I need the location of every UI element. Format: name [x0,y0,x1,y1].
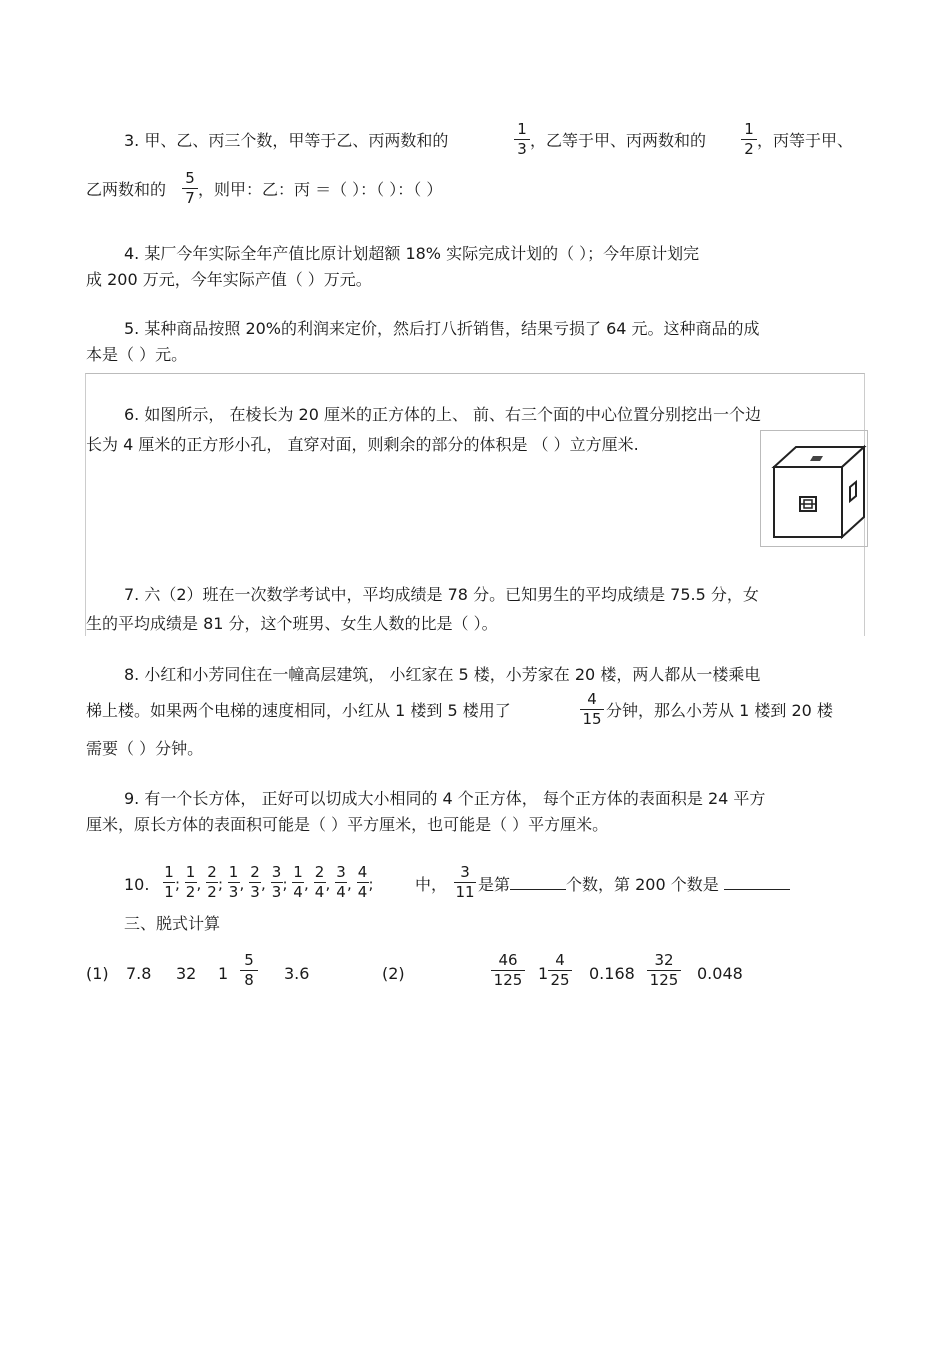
calc2-fraction-1 [491,952,525,989]
q6-line2: 长为 4 厘米的正方形小孔， 直穿对面，则剩余的部分的体积是 （ ）立方厘米. [86,435,639,454]
q10-sequence-separator: , [325,875,331,893]
q3-line1-a: 3. 甲、乙、丙三个数，甲等于乙、丙两数和的 [124,131,449,150]
fraction-denominator: 8 [244,971,254,989]
q7-line2: 生的平均成绩是 81 分，这个班男、女生人数的比是（ ）。 [86,614,498,633]
fraction-denominator: 2 [207,883,217,901]
q10-sequence-fraction [249,864,261,901]
calc1-fraction [240,952,258,989]
fraction-numerator: 4 [587,690,597,708]
q10-sequence-separator: ; [175,875,181,893]
fraction-numerator: 2 [314,863,325,881]
fraction-denominator: 15 [582,710,602,728]
q10-sequence-separator: ; [218,875,224,893]
q10-sequence-fraction [357,864,369,901]
q4-line1: 4. 某厂今年实际全年产值比原计划超额 18% 实际完成计划的（ ）；今年原计划完 [124,244,700,263]
fraction-denominator: 4 [293,883,303,901]
q8-fraction-four-fifteenths [580,691,604,728]
fraction-numerator: 4 [555,951,565,969]
fraction-numerator: 5 [244,951,254,969]
q10-fraction-three-elevenths [454,864,476,901]
q8-line3: 需要（ ）分钟。 [86,739,204,758]
q3-line2-b: ，则甲：乙：丙 ＝（ ）：（ ）：（ ） [198,180,443,199]
q10-sequence-fraction [271,864,283,901]
calc2-fraction-3 [647,952,681,989]
q10-sequence-separator: ; [368,875,374,893]
calc2-a: 0.168 [589,964,635,983]
calc1-c: 1 [218,964,229,983]
q8-line2-a: 梯上楼。如果两个电梯的速度相同，小红从 1 楼到 5 楼用了 [86,701,511,720]
fraction-numerator: 1 [185,863,196,881]
q7-line1: 7. 六（2）班在一次数学考试中，平均成绩是 78 分。已知男生的平均成绩是 75.5 分，女 [124,585,759,604]
q10-mid-text: 中， [415,875,448,894]
q10-after1: 是第 [478,875,511,894]
q10-sequence-fraction [185,864,197,901]
fraction-numerator: 3 [336,863,346,881]
fraction-denominator: 2 [744,140,754,158]
q3-line1-c: ，丙等于甲、 [757,131,854,150]
cube-with-holes-figure [760,430,868,548]
q10-sequence-separator: , [239,875,245,893]
fraction-numerator: 4 [357,863,368,881]
fraction-denominator: 2 [185,883,196,901]
q10-sequence-separator: , [196,875,202,893]
q5-line1: 5. 某种商品按照 20%的利润来定价，然后打八折销售，结果亏损了 64 元。这种商品的成 [124,319,760,338]
q10-fraction-sequence [163,864,383,908]
q10-sequence-fraction [335,864,347,901]
fraction-denominator: 125 [649,971,679,989]
fraction-numerator: 1 [228,863,239,881]
q3-fraction-one-third [514,121,530,158]
q10-blank-1 [510,875,566,890]
fraction-denominator: 7 [185,189,195,207]
fraction-denominator: 3 [250,883,260,901]
q10-sequence-fraction [163,864,175,901]
q9-line1: 9. 有一个长方体， 正好可以切成大小相同的 4 个正方体， 每个正方体的表面积是 24 平方 [124,789,766,808]
q3-fraction-five-sevenths [182,170,198,207]
calc2-fraction-2 [548,952,572,989]
fraction-numerator: 1 [293,863,303,881]
q4-line2: 成 200 万元，今年实际产值（ ）万元。 [86,270,372,289]
q10-sequence-separator: , [261,875,266,893]
fraction-numerator: 46 [498,951,518,969]
q8-line1: 8. 小红和小芳同住在一幢高层建筑， 小红家在 5 楼，小芳家在 20 楼，两人都从一楼乘电 [124,665,761,684]
calc1-e: 3.6 [284,964,310,983]
fraction-numerator: 1 [744,120,754,138]
q5-line2: 本是（ ）元。 [86,345,188,364]
fraction-denominator: 125 [493,971,523,989]
fraction-denominator: 4 [357,883,368,901]
fraction-denominator: 1 [164,883,174,901]
q8-line2-b: 分钟，那么小芳从 1 楼到 20 楼 [606,701,833,720]
fraction-numerator: 3 [271,863,282,881]
calc1-a: 7.8 [126,964,152,983]
q10-blank-2 [724,875,790,890]
calc1-b: 32 [176,964,197,983]
q3-fraction-one-half [741,121,757,158]
fraction-denominator: 4 [336,883,346,901]
q10-sequence-fraction [314,864,326,901]
q10-sequence-separator: , [347,875,352,893]
fraction-numerator: 1 [517,120,527,138]
fraction-denominator: 3 [228,883,239,901]
fraction-numerator: 3 [460,863,470,881]
calc2-b: 0.048 [697,964,743,983]
q10-sequence-separator: , [304,875,309,893]
fraction-numerator: 5 [185,169,195,187]
q9-line2: 厘米，原长方体的表面积可能是（ ）平方厘米，也可能是（ ）平方厘米。 [86,815,609,834]
q10-sequence-fraction [206,864,218,901]
q10-after2: 个数，第 200 个数是 [566,875,719,894]
q10-sequence-fraction [292,864,304,901]
fraction-numerator: 32 [654,951,674,969]
calc2-label: (2) [382,964,405,983]
fraction-numerator: 2 [207,863,217,881]
fraction-denominator: 25 [550,971,570,989]
fraction-denominator: 4 [314,883,325,901]
q10-after-text [478,875,790,895]
section-3-heading: 三、脱式计算 [124,914,221,933]
q10-sequence-fraction [228,864,240,901]
fraction-denominator: 11 [455,883,475,901]
q6-line1: 6. 如图所示， 在棱长为 20 厘米的正方体的上、 前、右三个面的中心位置分别挖出一个边 [124,405,762,424]
q3-line1-b: ，乙等于甲、丙两数和的 [530,131,707,150]
q10-number: 10. [124,875,150,894]
fraction-denominator: 3 [517,140,527,158]
fraction-numerator: 1 [164,863,174,881]
fraction-numerator: 2 [250,863,260,881]
q10-sequence-separator: ; [282,875,288,893]
q3-line2-a: 乙两数和的 [86,180,167,199]
calc1-label: (1) [86,964,109,983]
calc2-whole: 1 [538,964,549,983]
fraction-denominator: 3 [271,883,282,901]
